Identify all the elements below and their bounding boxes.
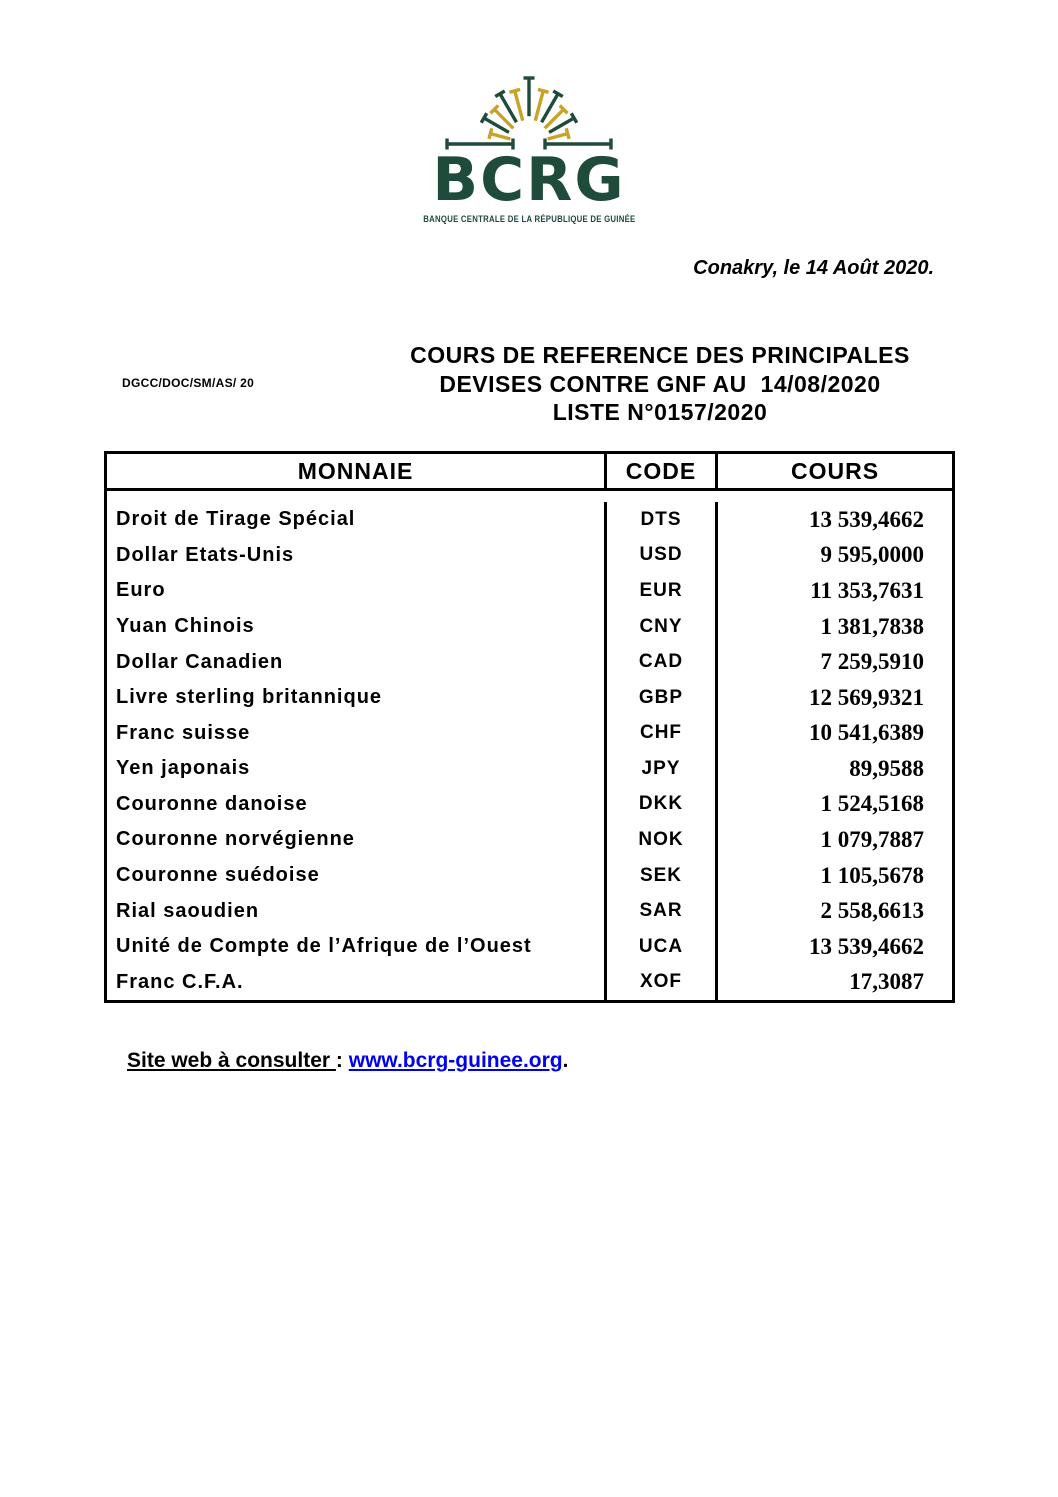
header-code: CODE (607, 454, 718, 488)
currency-rate-cell: 1 381,7838 (820, 613, 924, 639)
currency-code-cell: NOK (607, 822, 718, 858)
currency-code-cell: GBP (607, 680, 718, 716)
currency-name-cell: Dollar Etats-Unis (107, 538, 607, 574)
currency-rate-cell: 10 541,6389 (809, 720, 924, 746)
currency-code-cell: CHF (607, 715, 718, 751)
website-period: . (562, 1049, 569, 1072)
currency-name-cell: Rial saoudien (107, 893, 607, 929)
header-cours: COURS (790, 457, 880, 484)
currency-name-cell: Unité de Compte de l’Afrique de l’Ouest (107, 929, 607, 965)
table-row (107, 644, 952, 680)
logo-acronym: BCRG (432, 145, 626, 215)
table-row (107, 573, 952, 609)
bcrg-logo (0, 64, 1058, 225)
currency-code-cell: SAR (607, 893, 718, 929)
currency-code-cell: USD (607, 538, 718, 574)
currency-name-cell: Yuan Chinois (107, 609, 607, 645)
title-line: COURS DE REFERENCE DES PRINCIPALES (410, 342, 910, 368)
rates-table (104, 451, 955, 1003)
currency-rate-cell: 12 569,9321 (809, 684, 924, 710)
website-separator: : (335, 1049, 349, 1072)
currency-rate-cell: 1 524,5168 (820, 791, 924, 817)
currency-code-cell: CNY (607, 609, 718, 645)
currency-code-cell: DTS (607, 502, 718, 538)
table-row (107, 858, 952, 894)
currency-name-cell: Yen japonais (107, 751, 607, 787)
logo-tagline: BANQUE CENTRALE DE LA RÉPUBLIQUE DE GUINÉE (422, 214, 636, 225)
website-label: Site web à consulter (127, 1049, 336, 1072)
currency-rate-cell: 17,3087 (849, 969, 924, 995)
currency-code-cell: SEK (607, 858, 718, 894)
currency-name-cell: Couronne norvégienne (107, 822, 607, 858)
currency-rate-cell: 1 079,7887 (820, 826, 924, 852)
currency-code-cell: CAD (607, 644, 718, 680)
currency-code-cell: JPY (607, 751, 718, 787)
currency-code-cell: XOF (607, 965, 718, 1001)
table-row (107, 965, 952, 1001)
sunburst-icon (443, 64, 615, 150)
currency-rate-cell: 1 105,5678 (820, 862, 924, 888)
table-row (107, 715, 952, 751)
website-link[interactable]: www.bcrg-guinee.org (348, 1049, 563, 1072)
currency-rate-cell: 89,9588 (849, 755, 924, 781)
currency-rate-cell: 7 259,5910 (820, 649, 924, 675)
table-row (107, 929, 952, 965)
currency-name-cell: Droit de Tirage Spécial (107, 502, 607, 538)
table-row (107, 787, 952, 823)
currency-rate-cell: 9 595,0000 (820, 542, 924, 568)
currency-name-cell: Couronne suédoise (107, 858, 607, 894)
table-row (107, 822, 952, 858)
title-line: LISTE N°0157/2020 (552, 399, 768, 425)
currency-rate-cell: 13 539,4662 (809, 506, 924, 532)
currency-name-cell: Euro (107, 573, 607, 609)
currency-name-cell: Franc suisse (107, 715, 607, 751)
title-line: DEVISES CONTRE GNF AU 14/08/2020 (439, 370, 881, 397)
table-row (107, 751, 952, 787)
header-monnaie: MONNAIE (107, 454, 607, 488)
currency-name-cell: Dollar Canadien (107, 644, 607, 680)
rates-table-header (107, 454, 952, 491)
currency-code-cell: UCA (607, 929, 718, 965)
title-block (262, 341, 1058, 427)
table-row (107, 538, 952, 574)
website-line (127, 1049, 568, 1073)
currency-code-cell: EUR (607, 573, 718, 609)
currency-rate-cell: 13 539,4662 (809, 933, 924, 959)
table-row (107, 680, 952, 716)
table-row (107, 893, 952, 929)
table-row (107, 502, 952, 538)
rates-table-body (107, 491, 952, 1000)
table-row (107, 609, 952, 645)
currency-rate-cell: 2 558,6613 (820, 898, 924, 924)
currency-name-cell: Franc C.F.A. (107, 965, 607, 1001)
currency-name-cell: Livre sterling britannique (107, 680, 607, 716)
date-line: Conakry, le 14 Août 2020. (693, 257, 934, 279)
currency-name-cell: Couronne danoise (107, 787, 607, 823)
currency-rate-cell: 11 353,7631 (810, 577, 924, 603)
currency-code-cell: DKK (607, 787, 718, 823)
reference-code: DGCC/DOC/SM/AS/ 20 (122, 376, 255, 390)
